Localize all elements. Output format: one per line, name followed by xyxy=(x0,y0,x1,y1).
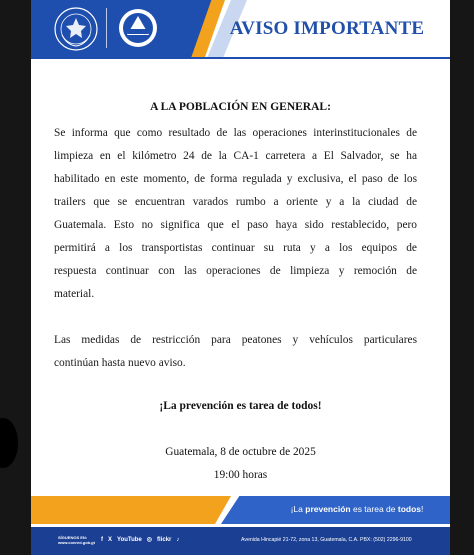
header-underline xyxy=(31,57,450,59)
page-title: AVISO IMPORTANTE xyxy=(229,18,425,39)
footer-banner xyxy=(31,493,450,555)
paragraph-line: continúan hasta nuevo aviso. xyxy=(54,357,186,369)
facebook-icon[interactable]: f xyxy=(101,536,103,543)
paragraph-line: permitirá a los transportistas continuar su ruta y a los equipos de xyxy=(54,242,417,254)
follow-us-text: SÍGUENOS EN: xyxy=(58,535,88,540)
tiktok-icon[interactable]: ♪ xyxy=(176,536,180,543)
paragraph-line: Se informa que como resultado de las operaciones interinstitucionales de xyxy=(54,127,417,139)
footer-slogan-bold: todos xyxy=(397,504,422,514)
government-seal-icon xyxy=(53,5,99,53)
footer-bottom-band xyxy=(31,527,450,555)
instagram-icon[interactable]: ◎ xyxy=(146,537,153,543)
social-links xyxy=(101,536,179,543)
footer-slogan-bold: prevención xyxy=(305,504,351,514)
paragraph-line: material. xyxy=(54,288,95,300)
footer-address: Avenida Hincapié 21-72, zona 13, Guatemala, C.A. PBX: (502) 2296-9100 xyxy=(241,537,412,543)
header-divider xyxy=(106,8,107,48)
footer-slogan xyxy=(267,504,447,514)
notice-page xyxy=(31,0,450,555)
footer-orange-band xyxy=(31,496,231,524)
website-text: www.conred.gob.gt xyxy=(58,540,95,545)
youtube-icon[interactable]: YouTube xyxy=(117,536,142,543)
header-banner xyxy=(31,0,450,58)
footer-slogan-part: ¡La xyxy=(290,504,306,514)
follow-us-label xyxy=(58,535,95,545)
prevention-slogan: ¡La prevención es tarea de todos! xyxy=(159,400,322,412)
issue-date: Guatemala, 8 de octubre de 2025 xyxy=(165,446,316,458)
paragraph-line: limpieza en el kilómetro 24 de la CA-1 carretera a El Salvador, se ha xyxy=(54,150,417,162)
restriction-paragraph xyxy=(54,329,417,375)
background-blob xyxy=(0,418,18,468)
x-icon[interactable]: X xyxy=(108,536,113,543)
paragraph-line: Las medidas de restricción para peatones y vehículos particulares xyxy=(54,334,417,346)
issue-time: 19:00 horas xyxy=(213,469,268,481)
footer-slogan-part: es tarea de xyxy=(350,504,398,514)
addressee-heading: A LA POBLACIÓN EN GENERAL: xyxy=(150,101,331,113)
footer-slogan-part: ! xyxy=(421,504,424,514)
conred-logo-icon xyxy=(117,7,159,49)
flickr-icon[interactable]: flickr xyxy=(157,536,172,543)
main-paragraph xyxy=(54,122,417,306)
paragraph-line: respuesta continuar con las operaciones de limpieza y remoción de xyxy=(54,265,417,277)
paragraph-line: habilitado en este momento, de forma regulada y exclusiva, el paso de los xyxy=(54,173,417,185)
paragraph-line: trailers que se encuentran varados rumbo a oriente y a la ciudad de xyxy=(54,196,417,208)
paragraph-line: Guatemala. Esto no significa que el paso haya sido restablecido, pero xyxy=(54,219,417,231)
